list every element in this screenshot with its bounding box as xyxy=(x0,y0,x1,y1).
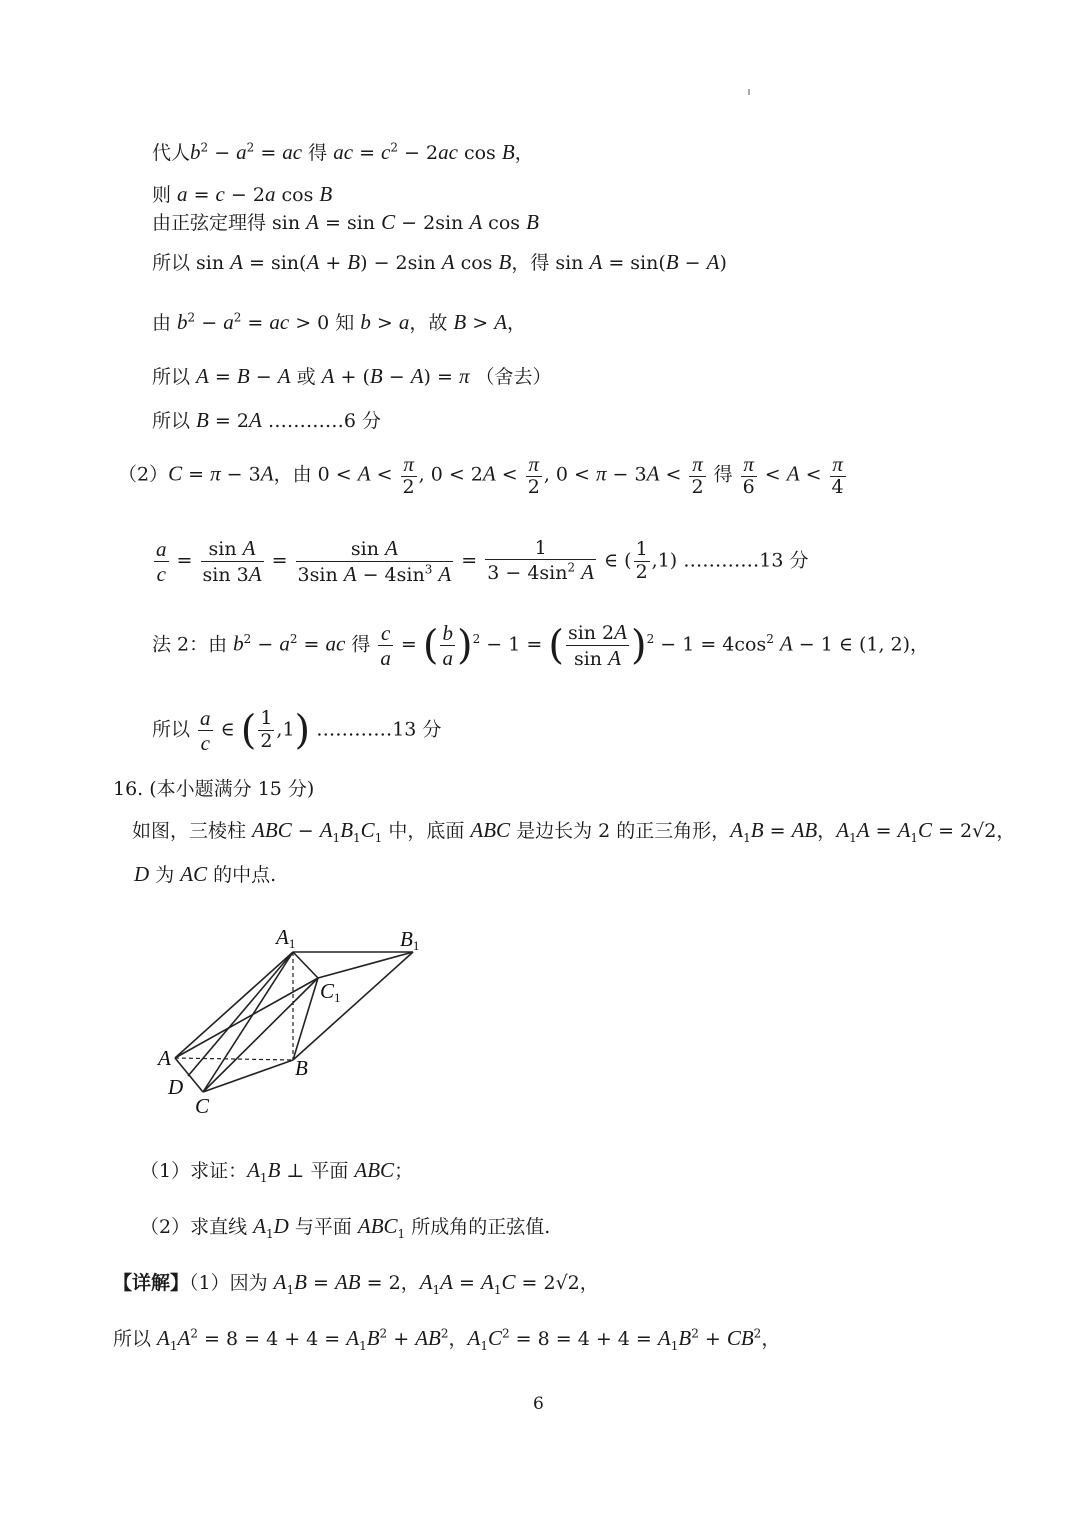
detail-line-2: 所以 $A_1A^2 = 8 = 4 + 4 = A_1B^2 + AB^2$，$A_1C^2 = 8 = 4 + 4 = A_1B^2 + CB^2$， xyxy=(113,1326,781,1353)
solution-line-7: 所以 B = 2A …………6 分 xyxy=(152,408,381,432)
solution-part2-line-2: $\frac{a}{c}$ = $\frac{\text{sin A}}{\sin 3A}$ = $\frac{\text{sin A}}{3\sin A - 4\sin^3 A}$ = $\frac{1}{3 - 4\sin^2 A}$ ∈ ( $\frac{1}{2}$ ,1) …………13 分 xyxy=(156,536,809,586)
label-C1: C1 xyxy=(320,979,341,1005)
score-13: …………13 分 xyxy=(683,549,809,572)
problem-16-header: 16. (本小题满分 15 分) xyxy=(113,778,315,800)
solution-part2-line-1: （2）C = π − 3A，由 0 < A < $\frac{\pi}{2}$ , 0 < 2A < $\frac{\pi}{2}$ , 0 < π − 3A < $\frac{\pi}{2}$ 得 $\frac{\pi}{6}$ < A < $\frac{\pi}{4}$ xyxy=(118,452,844,499)
score-6: …………6 分 xyxy=(267,410,381,432)
solution-line-4: 所以 sin A = sin(A + B) − 2sin A cos B，得 sin A = sin(B − A) xyxy=(152,250,727,274)
prism-figure xyxy=(150,920,440,1120)
solution-line-1: 代人$b^2 - a^2$ = ac 得 ac = $c^2 - 2ac$ cos B， xyxy=(152,140,534,164)
score-13b: …………13 分 xyxy=(316,718,442,741)
solution-line-5: 由 $b^2 - a^2$ = ac > 0 知 b > a，故 B > A， xyxy=(152,310,527,334)
problem-16-statement-1: 如图，三棱柱 ABC − $A_1B_1C_1$ 中，底面 ABC 是边长为 2 的正三角形，$A_1B$ = AB，$A_1A = A_1C = 2√2$， xyxy=(132,818,1016,845)
solution-line-2: 则 a = c − 2a cos B xyxy=(152,182,333,206)
solution-line-3: 由正弦定理得 sin A = sin C − 2sin A cos B xyxy=(152,210,539,234)
label-A1: A1 xyxy=(276,925,296,951)
label-B: B xyxy=(295,1056,308,1080)
label-D: D xyxy=(168,1075,184,1099)
question-1: （1）求证：$A_1B$ ⊥ 平面 ABC； xyxy=(140,1158,414,1185)
problem-16-statement-2: D 为 AC 的中点. xyxy=(134,862,277,886)
page-number: 6 xyxy=(533,1394,544,1414)
detail-line-1: 【详解】（1）因为 $A_1B$ = AB = 2，$A_1A = A_1C = 2√2$， xyxy=(113,1270,599,1297)
label-A: A xyxy=(158,1046,171,1070)
scan-mark xyxy=(748,89,750,95)
solution-line-6: 所以 A = B − A 或 A + (B − A) = π （舍去） xyxy=(152,364,552,388)
solution-part2-line-3: 法 2：由 $b^2 - a^2$ = ac 得 $\frac{c}{a}$ = ( $\frac{b}{a}$ )$^2$ − 1 = ( $\frac{\sin 2A}{\text{sin A}}$ )$^2 - 1 = 4\cos^2$ A − 1 ∈ (1, 2)， xyxy=(152,620,930,670)
solution-part2-line-4: 所以 $\frac{a}{c}$ ∈ ( $\frac{1}{2}$ ,1) …………13 分 xyxy=(152,706,442,756)
detail-tag: 【详解】 xyxy=(113,1272,190,1294)
question-2: （2）求直线 $A_1D$ 与平面 $ABC_1$ 所成角的正弦值. xyxy=(140,1214,551,1241)
label-B1: B1 xyxy=(400,927,420,953)
label-C: C xyxy=(195,1094,210,1118)
